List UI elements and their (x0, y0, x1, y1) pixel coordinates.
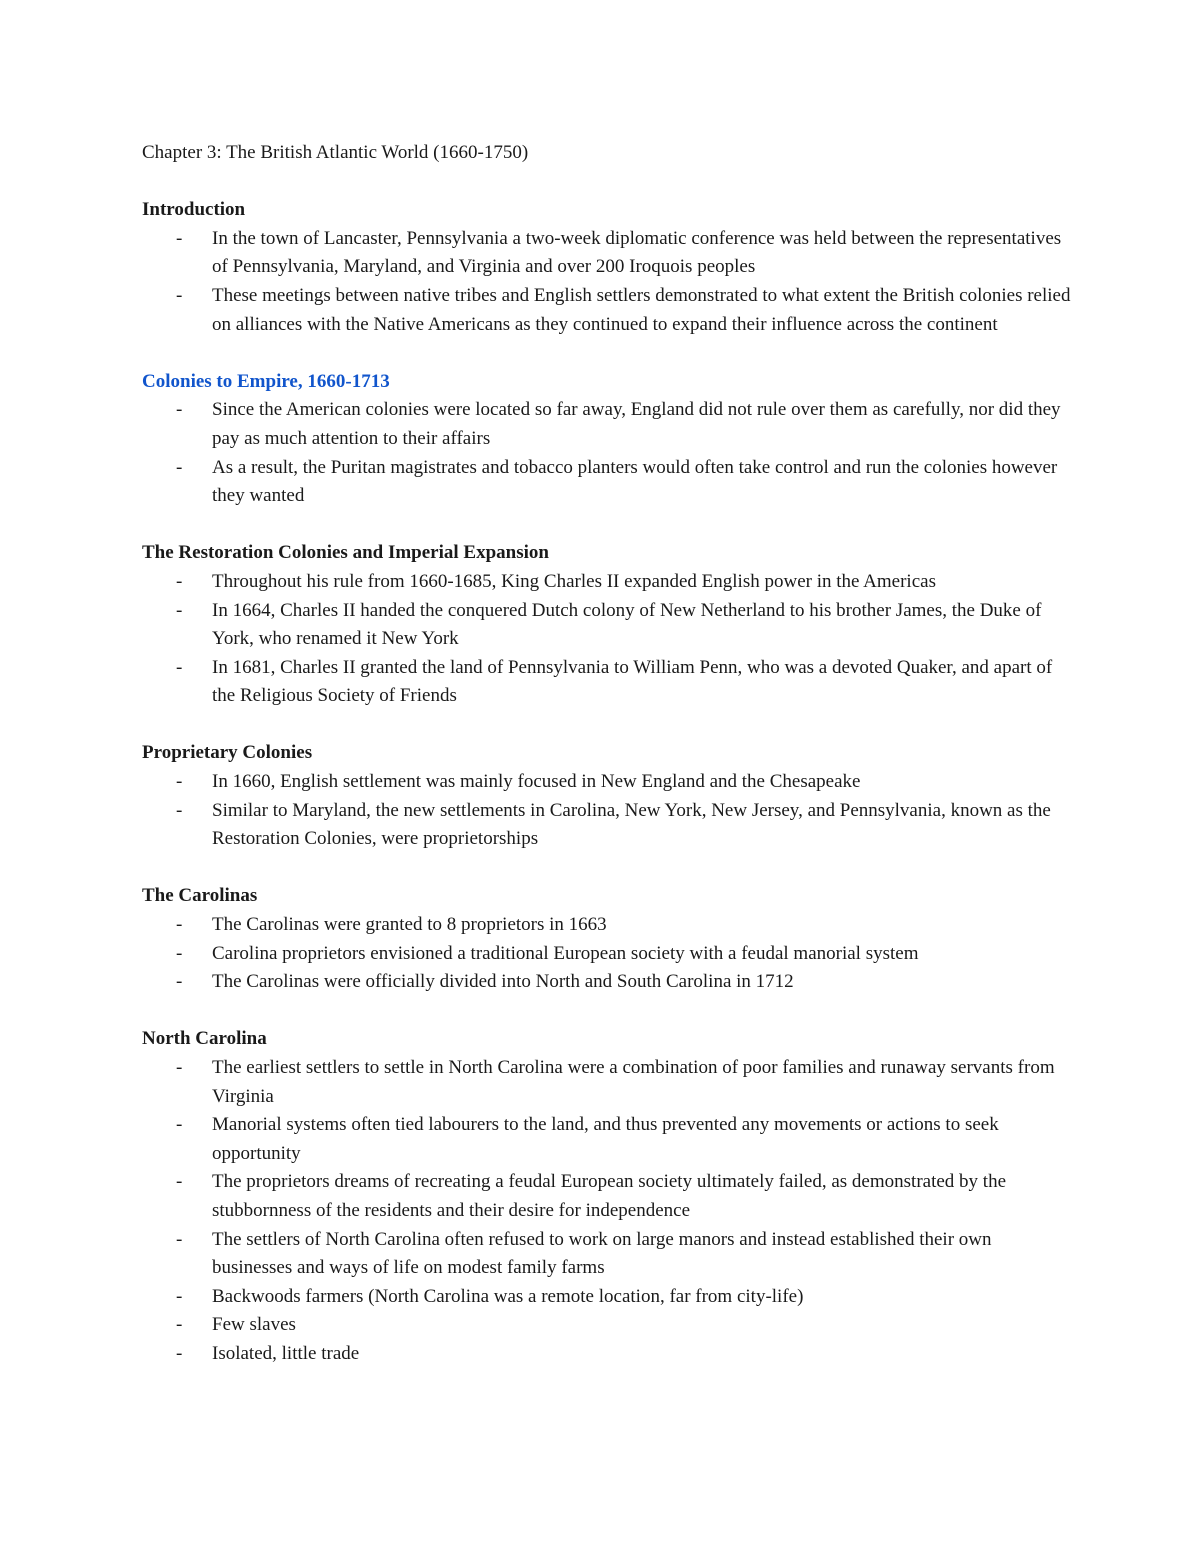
list-item (142, 1168, 1072, 1225)
bullet-dash-icon: - (176, 942, 183, 964)
list-item (142, 940, 1072, 969)
list-item (142, 1283, 1072, 1312)
list-item-text: In the town of Lancaster, Pennsylvania a two-week diplomatic conference was held between the representatives of Pennsylvania, Maryland, and Virginia and over 200 Iroquois peoples (212, 227, 1062, 278)
list-item (142, 768, 1072, 797)
list-item-text: The settlers of North Carolina often refused to work on large manors and instead established their own businesses and ways of life on modest family farms (212, 1228, 992, 1279)
list-item-text: These meetings between native tribes and English settlers demonstrated to what extent the British colonies relied on alliances with the Native Americans as they continued to expand their influence across the continent (212, 284, 1071, 335)
sections-container (142, 196, 1072, 1368)
list-item (142, 654, 1072, 711)
section (142, 539, 1072, 711)
list-item-text: As a result, the Puritan magistrates and tobacco planters would often take control and run the colonies however they wanted (212, 456, 1058, 507)
document-title: Chapter 3: The British Atlantic World (1660-1750) (142, 142, 529, 163)
section (142, 1025, 1072, 1368)
section-heading: Proprietary Colonies (142, 742, 313, 764)
list-item (142, 568, 1072, 597)
bullet-dash-icon: - (176, 1285, 183, 1307)
bullet-dash-icon: - (176, 1114, 183, 1136)
list-item (142, 1054, 1072, 1111)
list-item (142, 1311, 1072, 1340)
bullet-dash-icon: - (176, 971, 183, 993)
bullet-list (142, 396, 1072, 510)
bullet-dash-icon: - (176, 456, 183, 478)
bullet-list (142, 768, 1072, 854)
list-item-text: Carolina proprietors envisioned a traditional European society with a feudal manorial system (212, 942, 919, 964)
list-item-text: Manorial systems often tied labourers to the land, and thus prevented any movements or actions to seek opportunity (212, 1114, 999, 1164)
bullet-list (142, 568, 1072, 711)
bullet-dash-icon: - (176, 1171, 183, 1193)
list-item-text: Similar to Maryland, the new settlements in Carolina, New York, New Jersey, and Pennsylvania, known as the Restoration Colonies, were proprietorships (212, 799, 1051, 850)
list-item (142, 1111, 1072, 1168)
bullet-list (142, 911, 1072, 997)
section-heading: The Carolinas (142, 885, 258, 907)
bullet-dash-icon: - (176, 284, 183, 306)
list-item-text: Few slaves (212, 1314, 296, 1336)
list-item (142, 797, 1072, 854)
bullet-dash-icon: - (176, 656, 183, 678)
bullet-dash-icon: - (176, 1314, 183, 1336)
section-heading: Introduction (142, 199, 246, 221)
section-heading-link[interactable]: Colonies to Empire, 1660-1713 (142, 370, 390, 392)
bullet-dash-icon: - (176, 914, 183, 936)
list-item (142, 911, 1072, 940)
list-item (142, 597, 1072, 654)
list-item-text: The Carolinas were granted to 8 proprietors in 1663 (212, 914, 607, 936)
list-item-text: In 1681, Charles II granted the land of Pennsylvania to William Penn, who was a devoted Quaker, and apart of the Religious Society of Friends (212, 656, 1053, 707)
list-item-text: In 1660, English settlement was mainly focused in New England and the Chesapeake (212, 771, 861, 793)
list-item-text: In 1664, Charles II handed the conquered Dutch colony of New Netherland to his brother James, the Duke of York, who renamed it New York (212, 599, 1042, 650)
bullet-dash-icon: - (176, 1057, 183, 1078)
list-item (142, 225, 1072, 282)
list-item-text: Isolated, little trade (212, 1342, 360, 1364)
section-heading: North Carolina (142, 1028, 267, 1050)
list-item-text: The Carolinas were officially divided into North and South Carolina in 1712 (212, 971, 794, 993)
section (142, 196, 1072, 339)
list-item-text: Throughout his rule from 1660-1685, King Charles II expanded English power in the Americas (212, 570, 936, 592)
bullet-dash-icon: - (176, 599, 183, 621)
bullet-dash-icon: - (176, 227, 183, 249)
bullet-list (142, 225, 1072, 339)
section-heading: The Restoration Colonies and Imperial Expansion (142, 542, 549, 564)
bullet-dash-icon: - (176, 570, 183, 592)
bullet-dash-icon: - (176, 1342, 183, 1364)
bullet-dash-icon: - (176, 799, 183, 821)
list-item (142, 968, 1072, 997)
list-item (142, 1340, 1072, 1369)
list-item-text: The proprietors dreams of recreating a feudal European society ultimately failed, as demonstrated by the stubbornness of the residents and their desire for independence (212, 1171, 1007, 1221)
document-page (142, 139, 1072, 1397)
bullet-list (142, 1054, 1072, 1369)
section (142, 368, 1072, 511)
bullet-dash-icon: - (176, 771, 183, 793)
list-item (142, 282, 1072, 339)
list-item (142, 454, 1072, 511)
section (142, 739, 1072, 853)
bullet-dash-icon: - (176, 399, 183, 421)
list-item-text: The earliest settlers to settle in North Carolina were a combination of poor families and runaway servants from Virginia (212, 1057, 1055, 1107)
section (142, 882, 1072, 996)
list-item (142, 396, 1072, 453)
bullet-dash-icon: - (176, 1228, 183, 1250)
list-item-text: Since the American colonies were located so far away, England did not rule over them as carefully, nor did they pay as much attention to their affairs (212, 399, 1061, 449)
list-item (142, 1226, 1072, 1283)
list-item-text: Backwoods farmers (North Carolina was a remote location, far from city-life) (212, 1285, 804, 1307)
